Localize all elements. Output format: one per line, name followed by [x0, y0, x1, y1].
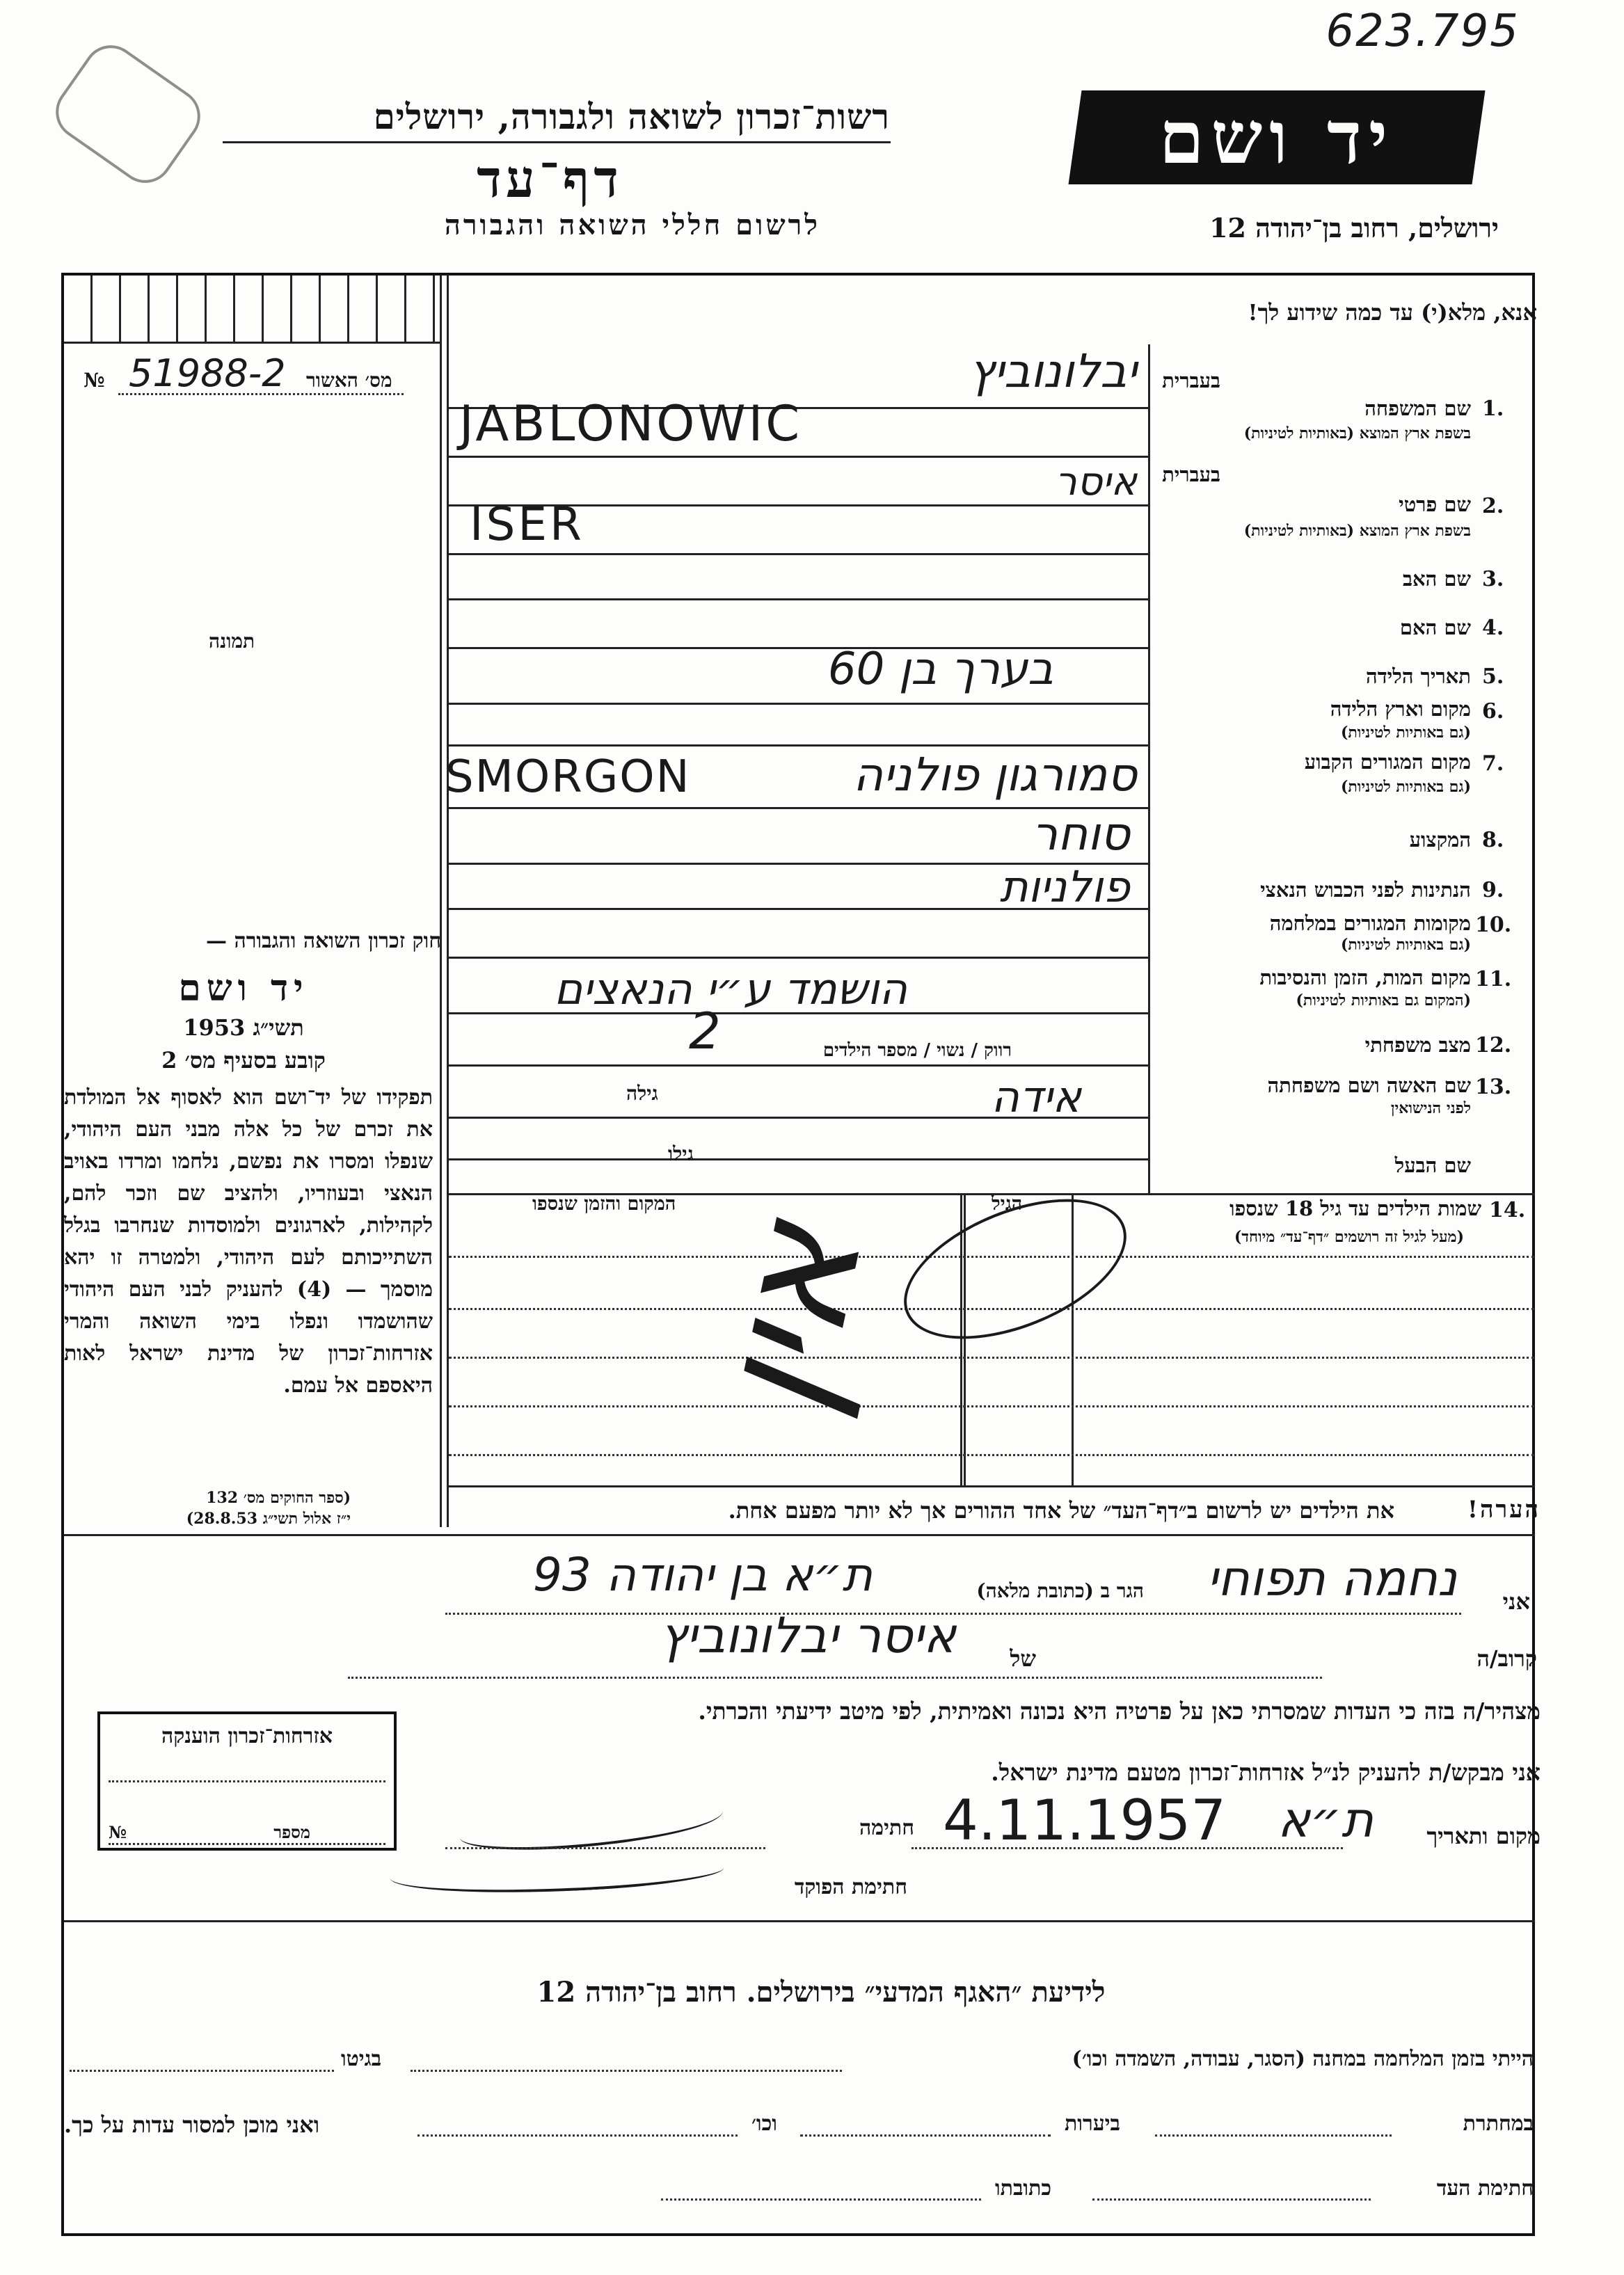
- field-2-hebrew-label: בעברית: [1162, 463, 1220, 486]
- field-7-sub: (גם באותיות לטיניות): [1340, 778, 1471, 796]
- address-line: ירושלים, רחוב בן־יהודה 12: [1209, 212, 1499, 244]
- field-3-num: 3.: [1482, 567, 1504, 591]
- citizenship-number-label: מספר: [273, 1822, 310, 1842]
- field-4-num: 4.: [1482, 616, 1504, 640]
- declarant-resides-label: הגר ב (כתובת מלאה): [976, 1579, 1144, 1602]
- footer-dotline-2a: [1155, 2134, 1392, 2137]
- field-6-num: 6.: [1482, 699, 1504, 724]
- field-8-value: סוחר: [1031, 807, 1130, 861]
- authority-underline: [223, 141, 891, 143]
- field-6-sub: (גם באותיות לטיניות): [1340, 724, 1471, 742]
- field-6-label: מקום וארץ הלידה: [1330, 697, 1471, 721]
- field-10-sub: (גם באותיות לטיניות): [1340, 936, 1471, 954]
- relative-of: איסר יבלונוביץ: [660, 1607, 956, 1664]
- footer-line1-b: בגיטו: [341, 2047, 382, 2071]
- request-text: אני מבקש/ת להעניק לנ״ל אזרחות־זכרון מטעם מדינת ישראל.: [991, 1759, 1541, 1786]
- children-num: 14.: [1489, 1198, 1526, 1222]
- field-11-label: מקום המות, הזמן והנסיבות: [1259, 966, 1471, 989]
- children-row-5: [449, 1454, 1534, 1456]
- note-text: את הילדים יש לרשום ב״דף־העד״ של אחד ההורים אך לא יותר מפעם אחת.: [728, 1497, 1394, 1524]
- field-7-num: 7.: [1482, 751, 1504, 776]
- field-2-latin-value: ISER: [470, 497, 584, 551]
- field-11-value: הושמד ע״י הנאצים: [554, 964, 907, 1014]
- intro-text: אנא, מלא(י) עד כמה שידוע לך!: [1248, 299, 1537, 326]
- row-line-3: [449, 598, 1148, 600]
- field-7-label: מקום המגורים הקבוע: [1304, 750, 1471, 774]
- place-value: ת״א: [1277, 1791, 1374, 1849]
- field-9-num: 9.: [1482, 878, 1504, 902]
- field-5-label: תאריך הלידה: [1366, 664, 1471, 688]
- declarant-bottom: [64, 1920, 1535, 1922]
- yad-vashem-logo: [1069, 90, 1486, 184]
- row-line-12: [449, 1064, 1148, 1067]
- left-column-divider: [447, 275, 449, 1527]
- row-line-14: [449, 1158, 1148, 1160]
- children-row-4: [449, 1405, 1534, 1407]
- children-sub: (מעל לגיל זה רושמים ״דף־עד״ מיוחד): [1234, 1228, 1464, 1246]
- of-label: של: [1010, 1645, 1036, 1672]
- footer-title: לידיעת ״האגף המדעי״ בירושלים. רחוב בן־יהודה 12: [536, 1976, 1106, 2009]
- field-2-label: שם פרטי: [1399, 493, 1471, 516]
- footer-dotline-1b: [70, 2070, 334, 2072]
- approval-no-sign: №: [83, 369, 105, 392]
- footer-dotline-3a: [1092, 2198, 1371, 2201]
- field-1-num: 1.: [1482, 397, 1504, 421]
- field-10-label: מקומות המגורים במלחמה: [1269, 911, 1471, 935]
- law-title: חוק זכרון השואה והגבורה —: [206, 929, 441, 953]
- field-13-age-label: גילה: [626, 1082, 658, 1105]
- children-label: שמות הילדים עד גיל 18 שנספו: [1229, 1197, 1481, 1220]
- corner-stamp: [45, 34, 212, 193]
- place-date-label: מקום ותאריך: [1426, 1823, 1541, 1849]
- footer-line3-b: כתובתו: [995, 2176, 1052, 2201]
- declarant-address: ת״א בן יהודה 93: [532, 1548, 873, 1602]
- law-clause: קובע בסעיף מס׳ 2: [161, 1047, 326, 1073]
- children-row-3: [449, 1357, 1534, 1359]
- law-text: תפקידו של יד־ושם הוא לאסוף אל המולדת את זכרם של כל אלה מבני העם היהודי, שנפלו ומסרו את נפשם, נלחמו ומרדו באויב הנאצי ובעוזריו, ולהציב שם וזכר להם, לקהילות, לארגונים ולמוסדות שנחרבו בגלל השתייכותם לעם היהודי, ולמטרה זו יהא מוסמך — (4) להעניק לבני העם היהודי שהושמדו ונפלו בימי השואה והמרי אזרחות־זכרון של מדינת ישראל לאות היאספם אל עמם.: [64, 1085, 433, 1398]
- field-5-num: 5.: [1482, 664, 1504, 689]
- children-col-age: הגיל: [992, 1193, 1023, 1215]
- approval-value: 51988-2: [129, 351, 286, 395]
- footer-line3-a: חתימת העד: [1436, 2176, 1534, 2201]
- children-bottom: [449, 1485, 1535, 1487]
- footer-line2-b: ביערות: [1065, 2112, 1121, 2136]
- field-13-label: שם האשה ושם משפחתה: [1267, 1073, 1471, 1097]
- archive-number: 623.795: [1326, 6, 1520, 57]
- approval-label: מס׳ האשור: [306, 369, 392, 392]
- declaration-text: מצהיר/ה בזה כי העדות שמסרתי כאן על פרטיה היא נכונה ואמיתית, לפי מיטב ידיעתי והכרתי.: [698, 1698, 1541, 1725]
- husband-label: שם הבעל: [1394, 1154, 1471, 1177]
- citizenship-box: [97, 1711, 397, 1851]
- relative-label: קרוב/ה: [1476, 1645, 1537, 1672]
- field-12-value: 2: [689, 1002, 721, 1060]
- citizenship-no-sign: №: [109, 1822, 127, 1842]
- footer-dotline-2b: [800, 2134, 1051, 2137]
- law-source-date: י״ז אלול תשי״ג 28.8.53): [186, 1510, 351, 1528]
- husband-age-label: גילו: [668, 1142, 694, 1165]
- row-line-1b: [449, 456, 1148, 458]
- field-9-label: הנתינות לפני הכבוש הנאצי: [1260, 878, 1471, 902]
- field-2-num: 2.: [1482, 494, 1504, 518]
- authority-line: רשות־זכרון לשואה ולגבורה, ירושלים: [373, 96, 890, 137]
- officer-label: חתימת הפוקד: [794, 1875, 907, 1899]
- field-1-hebrew-label: בעברית: [1162, 369, 1220, 392]
- field-1-latin-value: JABLONOWIC: [459, 395, 803, 452]
- left-column-divider-2: [440, 275, 442, 1527]
- footer-dotline-1a: [411, 2070, 842, 2072]
- citizenship-box-title: אזרחות־זכרון הוענקה: [161, 1724, 333, 1748]
- note-label: הערה!: [1467, 1496, 1541, 1524]
- children-col-place: המקום והזמן שנספו: [532, 1193, 676, 1215]
- field-1-label: שם המשפחה: [1364, 397, 1471, 420]
- law-name: יד ושם: [178, 967, 309, 1009]
- footer-line2-d: ואני מוכן למסור עדות על כך.: [64, 2112, 320, 2138]
- law-source: (ספר החוקים מס׳ 132: [206, 1489, 351, 1507]
- field-2-hebrew-value: איסר: [1055, 459, 1137, 504]
- field-5-value: בערך בן 60: [827, 644, 1053, 695]
- field-9-value: פולניות: [999, 861, 1130, 912]
- field-4-label: שם האם: [1399, 616, 1471, 639]
- row-line-2b: [449, 553, 1148, 555]
- field-1-sub: בשפת ארץ המוצא (באותיות לטיניות): [1243, 424, 1471, 442]
- date-value: 4.11.1957: [943, 1788, 1227, 1853]
- row-line-6: [449, 744, 1148, 747]
- field-7-latin-value: SMORGON: [445, 751, 691, 803]
- law-year: תשי״ג 1953: [183, 1014, 304, 1041]
- footer-line1-a: הייתי בזמן המלחמה במחנה (הסגר, עבודה, השמדה וכו׳): [1072, 2047, 1534, 2071]
- signature-label: חתימה: [859, 1816, 914, 1840]
- field-8-num: 8.: [1482, 828, 1504, 852]
- field-7-value: סמורגון פולניה: [852, 748, 1137, 801]
- logo-text: יד ושם: [1159, 95, 1395, 180]
- footer-line2-a: במחתרת: [1463, 2112, 1534, 2136]
- tick-box-strip: [64, 276, 440, 342]
- form-title: דף־עד: [477, 150, 623, 209]
- field-13-value: אידה: [991, 1071, 1081, 1122]
- footer-dotline-3b: [661, 2198, 981, 2201]
- field-12-inline-label: רווק / נשוי / מספר הילדים: [822, 1040, 1012, 1061]
- field-11-num: 11.: [1475, 967, 1512, 991]
- row-line-10: [449, 957, 1148, 959]
- field-12-label: מצב משפחתי: [1364, 1033, 1471, 1057]
- declarant-ani: אני: [1502, 1588, 1530, 1615]
- date-line: [911, 1847, 1343, 1849]
- tick-box-bottom: [64, 342, 440, 344]
- field-3-label: שם האב: [1402, 567, 1471, 591]
- row-line-5: [449, 703, 1148, 705]
- field-8-label: המקצוע: [1409, 828, 1471, 852]
- field-11-sub: (המקום גם באותיות לטיניות): [1296, 991, 1471, 1009]
- field-1-hebrew-value: יבלונוביץ: [969, 344, 1137, 398]
- photo-label: תמונה: [209, 630, 255, 653]
- approval-line: [118, 393, 404, 395]
- field-10-num: 10.: [1475, 913, 1512, 937]
- footer-line2-c: וכו׳: [751, 2112, 777, 2136]
- form-subtitle: לרשום חללי השואה והגבורה: [444, 209, 820, 241]
- field-13-num: 13.: [1475, 1075, 1512, 1099]
- note-bottom: [64, 1534, 1535, 1536]
- declarant-line-2: [348, 1677, 1322, 1679]
- footer-dotline-2c: [417, 2134, 738, 2137]
- declarant-name: נחמה תפוחי: [1207, 1550, 1457, 1607]
- label-column-divider: [1148, 344, 1150, 1195]
- field-13-sub: לפני הנישואין: [1390, 1099, 1471, 1117]
- field-12-num: 12.: [1475, 1033, 1512, 1057]
- field-2-sub: בשפת ארץ המוצא (באותיות לטיניות): [1243, 522, 1471, 540]
- children-scrawl: אין: [678, 1206, 900, 1428]
